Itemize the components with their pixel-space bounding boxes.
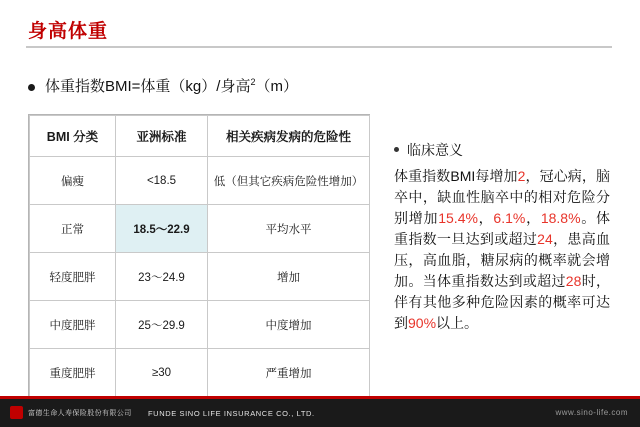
note-segment: 。体重指数一旦达到或超过 (394, 210, 611, 247)
note-segment: 15.4% (438, 210, 478, 226)
company-url: www.sino-life.com (555, 408, 628, 417)
title-divider (26, 46, 612, 48)
table-cell-risk: 中度增加 (208, 301, 370, 349)
bmi-table (29, 115, 370, 397)
bmi-table-container (28, 114, 370, 398)
table-row (30, 349, 370, 397)
table-cell-category: 偏瘦 (30, 157, 116, 205)
table-cell-risk: 增加 (208, 253, 370, 301)
note-segment: ， (525, 210, 541, 226)
table-cell-risk: 严重增加 (208, 349, 370, 397)
table-cell-category: 中度肥胖 (30, 301, 116, 349)
table-cell-risk: 平均水平 (208, 205, 370, 253)
note-segment: 24 (537, 231, 553, 247)
table-cell-category: 轻度肥胖 (30, 253, 116, 301)
table-header-cell: 相关疾病发病的危险性 (208, 116, 370, 157)
logo-mark-icon (10, 406, 23, 419)
table-cell-range: 25～29.9 (116, 301, 208, 349)
table-row (30, 253, 370, 301)
clinical-notes-heading (394, 140, 610, 160)
note-segment: ，冠心病，脑卒中，缺血性脑卒中的相对危险分别增加 (394, 168, 610, 226)
bullet-dot-icon (394, 147, 399, 152)
note-segment: 体重指数BMI每增加 (394, 168, 518, 184)
table-cell-risk: 低（但其它疾病危险性增加） (208, 157, 370, 205)
note-segment: 以上。 (436, 315, 479, 331)
footer (0, 399, 640, 427)
table-cell-range: 23～24.9 (116, 253, 208, 301)
table-header-cell: 亚洲标准 (116, 116, 208, 157)
note-segment: 90% (408, 315, 437, 331)
clinical-notes-body (394, 166, 610, 334)
table-row (30, 157, 370, 205)
note-segment: 时，伴有其他多种危险因素的概率可达到 (394, 273, 611, 331)
company-name-en: FUNDE SINO LIFE INSURANCE CO., LTD. (148, 409, 315, 418)
table-row (30, 205, 370, 253)
page-title: 身高体重 (28, 21, 109, 42)
company-name-cn: 富德生命人寿保险股份有限公司 (28, 409, 132, 417)
table-cell-category: 正常 (30, 205, 116, 253)
note-segment: 18.8% (540, 210, 581, 226)
table-header-cell: BMI 分类 (30, 116, 116, 157)
clinical-notes (394, 140, 610, 334)
note-segment: 28 (565, 273, 582, 289)
bullet-dot-icon (28, 84, 35, 91)
table-row (30, 301, 370, 349)
note-segment: 6.1% (493, 210, 526, 226)
table-cell-range: 18.5～22.9 (116, 205, 208, 253)
table-header-row (30, 116, 370, 157)
table-cell-range: <18.5 (116, 157, 208, 205)
clinical-notes-heading-label: 临床意义 (407, 142, 463, 158)
note-segment: 2 (517, 168, 526, 184)
formula-text: 体重指数BMI=体重（kg）/身高$^2$（m） (45, 77, 298, 95)
note-segment: ，患高血压，高血脂，糖尿病的概率就会增加。当体重指数达到或超过 (394, 231, 611, 289)
company-logo (10, 406, 132, 419)
table-cell-category: 重度肥胖 (30, 349, 116, 397)
note-segment: ， (477, 210, 494, 226)
table-cell-range: ≥30 (116, 349, 208, 397)
formula-bullet (28, 76, 298, 97)
